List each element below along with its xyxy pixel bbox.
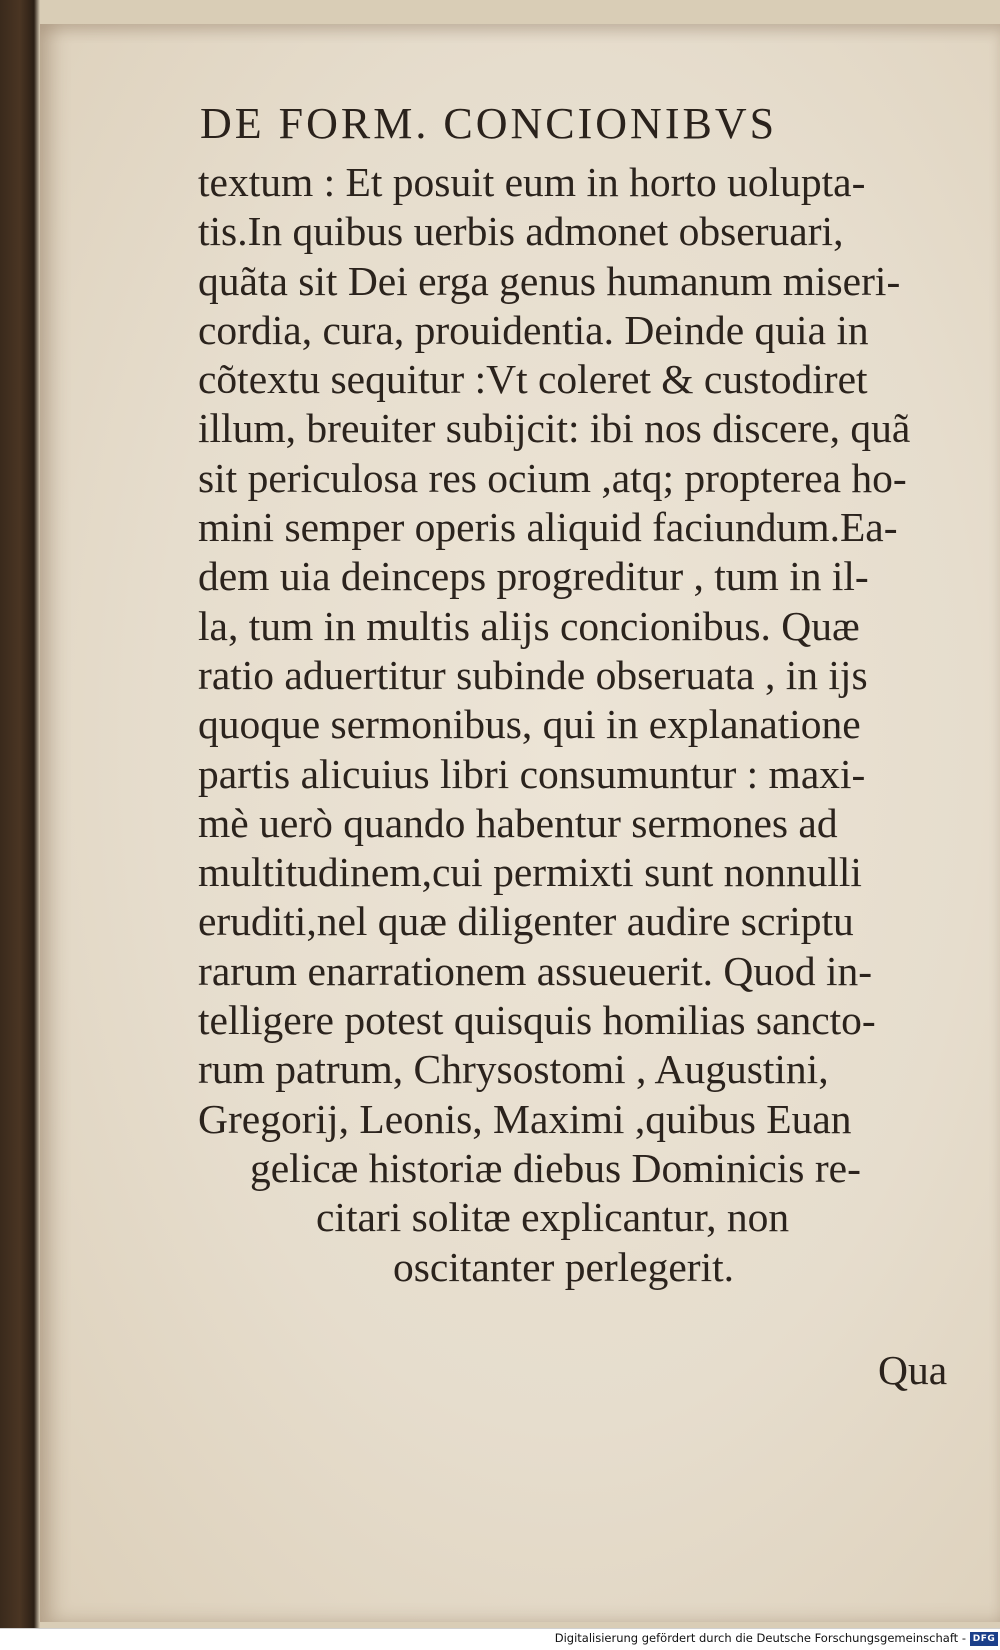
text-line: quãta sit Dei erga genus humanum miseri- <box>198 257 901 304</box>
dfg-logo-icon: DFG <box>970 1632 998 1646</box>
text-line: Gregorij, Leonis, Maximi ,quibus Euan <box>198 1095 852 1142</box>
text-line: sit periculosa res ocium ,atq; propterea ho- <box>198 454 907 501</box>
text-line: textum : Et posuit eum in horto uolupta- <box>198 159 866 205</box>
page-text <box>198 158 958 1292</box>
text-line: quoque sermonibus, qui in explanatione <box>198 701 861 748</box>
text-line: ratio aduertitur subinde obseruata , in ijs <box>198 651 868 698</box>
text-line: tis.In quibus uerbis admonet obseruari, <box>198 208 844 255</box>
text-line: telligere potest quisquis homilias sancto- <box>198 997 876 1044</box>
funding-credit: Digitalisierung gefördert durch die Deutsche Forschungsgemeinschaft - <box>554 1631 966 1645</box>
text-line: oscitanter perlegerit. <box>393 1243 735 1290</box>
text-line: cõtextu sequitur :Vt coleret & custodiret <box>198 356 868 403</box>
catchword: Qua <box>878 1347 948 1393</box>
text-line: illum, breuiter subijcit: ibi nos discere, quã <box>198 405 911 452</box>
text-line: la, tum in multis alijs concionibus. Quæ <box>198 602 860 649</box>
text-line: rarum enarrationem assueuerit. Quod in- <box>198 947 873 994</box>
text-line: mè uerò quando habentur sermones ad <box>198 799 838 846</box>
text-line: dem uia deinceps progreditur , tum in il- <box>198 553 869 600</box>
text-line: citari solitæ explicantur, non <box>316 1194 790 1241</box>
text-line: multitudinem,cui permixti sunt nonnulli <box>198 849 862 896</box>
text-line: eruditi,nel quæ diligenter audire scriptu <box>198 898 854 945</box>
text-line: rum patrum, Chrysostomi , Augustini, <box>198 1046 829 1093</box>
text-line: gelicæ historiæ diebus Dominicis re- <box>250 1144 861 1191</box>
text-line: partis alicuius libri consumuntur : maxi- <box>198 750 866 797</box>
text-line: cordia, cura, prouidentia. Deinde quia in <box>198 306 869 353</box>
text-line: mini semper operis aliquid faciundum.Ea- <box>198 504 898 551</box>
footer-bar <box>0 1628 1000 1650</box>
running-head: DE FORM. CONCIONIBVS <box>200 99 778 148</box>
